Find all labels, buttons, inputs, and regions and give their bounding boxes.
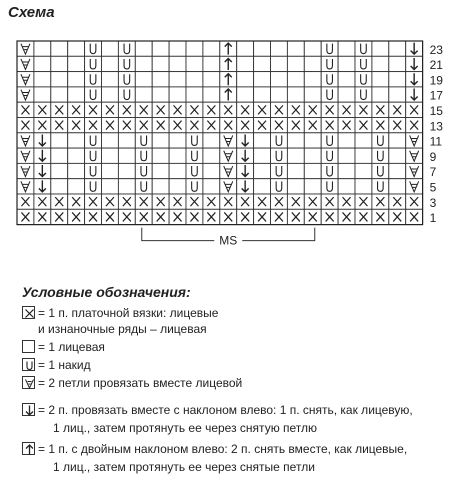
chart-cell [338, 87, 355, 102]
chart-cell [203, 56, 220, 71]
chart-cell [34, 87, 51, 102]
legend-ssk-text: = 2 п. провязать вместе с наклоном влево: 1 п. снять, как лицевую, [38, 403, 413, 417]
legend-yo [22, 357, 91, 373]
chart-cell [51, 163, 68, 178]
chart-cell [338, 179, 355, 194]
row-number: 23 [429, 42, 443, 57]
chart-cell [186, 41, 203, 56]
chart-cell [169, 133, 186, 148]
chart-cell [68, 163, 85, 178]
chart-cell [135, 41, 152, 56]
chart-title: Схема [8, 4, 55, 21]
chart-cell [389, 72, 406, 87]
chart-cell [169, 87, 186, 102]
chart-cell [237, 87, 254, 102]
chart-cell [169, 72, 186, 87]
row-number: 5 [429, 180, 437, 195]
chart-cell [338, 148, 355, 163]
chart-cell [118, 179, 135, 194]
chart-cell [34, 41, 51, 56]
chart-cell [102, 148, 119, 163]
chart-cell [152, 179, 169, 194]
chart-cell [68, 133, 85, 148]
chart-cell [304, 179, 321, 194]
legend-knit [22, 339, 105, 355]
chart-cell [389, 56, 406, 71]
chart-cell [287, 56, 304, 71]
chart-cell [51, 41, 68, 56]
chart-cell [152, 72, 169, 87]
chart-cell [135, 56, 152, 71]
row-number: 7 [429, 165, 437, 180]
chart-cell [389, 148, 406, 163]
chart-cell [254, 133, 271, 148]
chart-cell [372, 41, 389, 56]
knit-stitch-icon [22, 340, 35, 353]
chart-cell [51, 72, 68, 87]
row-number: 11 [429, 134, 443, 149]
chart-cell [51, 179, 68, 194]
chart-cell [237, 41, 254, 56]
chart-cell [186, 87, 203, 102]
chart-cell [102, 41, 119, 56]
chart-cell [68, 56, 85, 71]
k2tog-icon [22, 376, 35, 389]
row-number: 19 [429, 73, 443, 88]
chart-cell [304, 163, 321, 178]
legend-garter-cont: и изнаночные ряды – лицевая [38, 322, 207, 336]
chart-cell [389, 133, 406, 148]
chart-cell [203, 179, 220, 194]
chart-cell [338, 163, 355, 178]
row-number: 17 [429, 88, 443, 103]
chart-cell [237, 72, 254, 87]
chart-cell [271, 87, 288, 102]
chart-cell [135, 72, 152, 87]
chart-cell [152, 133, 169, 148]
chart-cell [287, 87, 304, 102]
chart-cell [34, 56, 51, 71]
chart-cell [34, 72, 51, 87]
chart-cell [169, 56, 186, 71]
chart-cell [389, 87, 406, 102]
chart-cell [152, 163, 169, 178]
legend-ssk-cont: 1 лиц., затем протянуть ее через снятую петлю [53, 421, 318, 435]
chart-cell [51, 133, 68, 148]
chart-cell [203, 163, 220, 178]
chart-cell [254, 41, 271, 56]
chart-cell [51, 148, 68, 163]
row-number: 13 [429, 119, 443, 134]
yarn-over-icon [22, 358, 35, 371]
chart-cell [68, 72, 85, 87]
chart-cell [389, 163, 406, 178]
legend-double-decrease-cont: 1 лиц., затем протянуть ее через снятые петли [53, 460, 315, 474]
chart-cell [372, 72, 389, 87]
chart-cell [287, 41, 304, 56]
chart-cell [271, 56, 288, 71]
chart-cell [68, 179, 85, 194]
chart-cell [355, 163, 372, 178]
chart-cell [254, 87, 271, 102]
legend-double-decrease [22, 441, 407, 457]
chart-cell [152, 148, 169, 163]
row-number: 15 [429, 104, 443, 118]
chart-cell [355, 133, 372, 148]
chart-cell [304, 72, 321, 87]
chart-cell [338, 72, 355, 87]
legend-double-decrease-text: = 1 п. с двойным наклоном влево: 2 п. снять вместе, как лицевые, [38, 442, 408, 456]
chart-cell [102, 163, 119, 178]
chart-cell [389, 179, 406, 194]
chart-cell [287, 148, 304, 163]
legend-title: Условные обозначения: [22, 284, 191, 300]
chart-cell [338, 41, 355, 56]
chart-cell [102, 133, 119, 148]
chart-cell [304, 133, 321, 148]
chart-cell [118, 133, 135, 148]
row-number: 1 [429, 211, 437, 226]
chart-cell [254, 163, 271, 178]
double-decrease-icon [22, 442, 35, 455]
chart-cell [68, 41, 85, 56]
chart-cell [152, 87, 169, 102]
chart-cell [152, 56, 169, 71]
chart-cell [338, 133, 355, 148]
chart-cell [203, 72, 220, 87]
legend-garter-text: = 1 п. платочной вязки: лицевые [38, 306, 219, 320]
chart-cell [304, 87, 321, 102]
garter-stitch-icon [22, 306, 35, 319]
chart-cell [135, 87, 152, 102]
legend-yo-text: = 1 накид [38, 358, 91, 372]
chart-cell [254, 56, 271, 71]
ssk-icon [22, 403, 35, 416]
chart-cell [102, 72, 119, 87]
chart-cell [203, 148, 220, 163]
chart-cell [287, 163, 304, 178]
chart-cell [304, 41, 321, 56]
chart-cell [102, 179, 119, 194]
chart-cell [271, 72, 288, 87]
chart-cell [169, 41, 186, 56]
chart-cell [287, 179, 304, 194]
chart-cell [355, 179, 372, 194]
chart-cell [51, 87, 68, 102]
chart-cell [338, 56, 355, 71]
chart-cell [152, 41, 169, 56]
chart-cell [271, 41, 288, 56]
chart-cell [118, 163, 135, 178]
chart-cell [102, 56, 119, 71]
chart-cell [169, 163, 186, 178]
chart-cell [102, 87, 119, 102]
chart-cell [186, 56, 203, 71]
chart-cell [68, 87, 85, 102]
legend-knit-text: = 1 лицевая [38, 340, 105, 354]
row-number: 9 [429, 149, 437, 164]
chart-cell [304, 56, 321, 71]
chart-cell [287, 133, 304, 148]
chart-cell [203, 87, 220, 102]
chart-cell [186, 72, 203, 87]
legend-garter [22, 305, 218, 321]
chart-cell [254, 148, 271, 163]
chart-cell [203, 133, 220, 148]
chart-cell [169, 148, 186, 163]
chart-cell [287, 72, 304, 87]
chart-cell [68, 148, 85, 163]
chart-cell [372, 56, 389, 71]
legend-k2tog-text: = 2 петли провязать вместе лицевой [38, 376, 243, 390]
chart-cell [203, 41, 220, 56]
ms-label: MS [219, 233, 238, 248]
chart-cell [51, 56, 68, 71]
chart-cell [254, 179, 271, 194]
chart-cell [237, 56, 254, 71]
chart-cell [254, 72, 271, 87]
chart-cell [118, 148, 135, 163]
chart-cell [389, 41, 406, 56]
chart-cell [355, 148, 372, 163]
row-number: 21 [429, 58, 443, 73]
legend-k2tog [22, 375, 242, 391]
chart-cell [169, 179, 186, 194]
chart-cell [372, 87, 389, 102]
row-number: 3 [429, 195, 437, 210]
legend-ssk [22, 402, 413, 418]
chart-cell [304, 148, 321, 163]
